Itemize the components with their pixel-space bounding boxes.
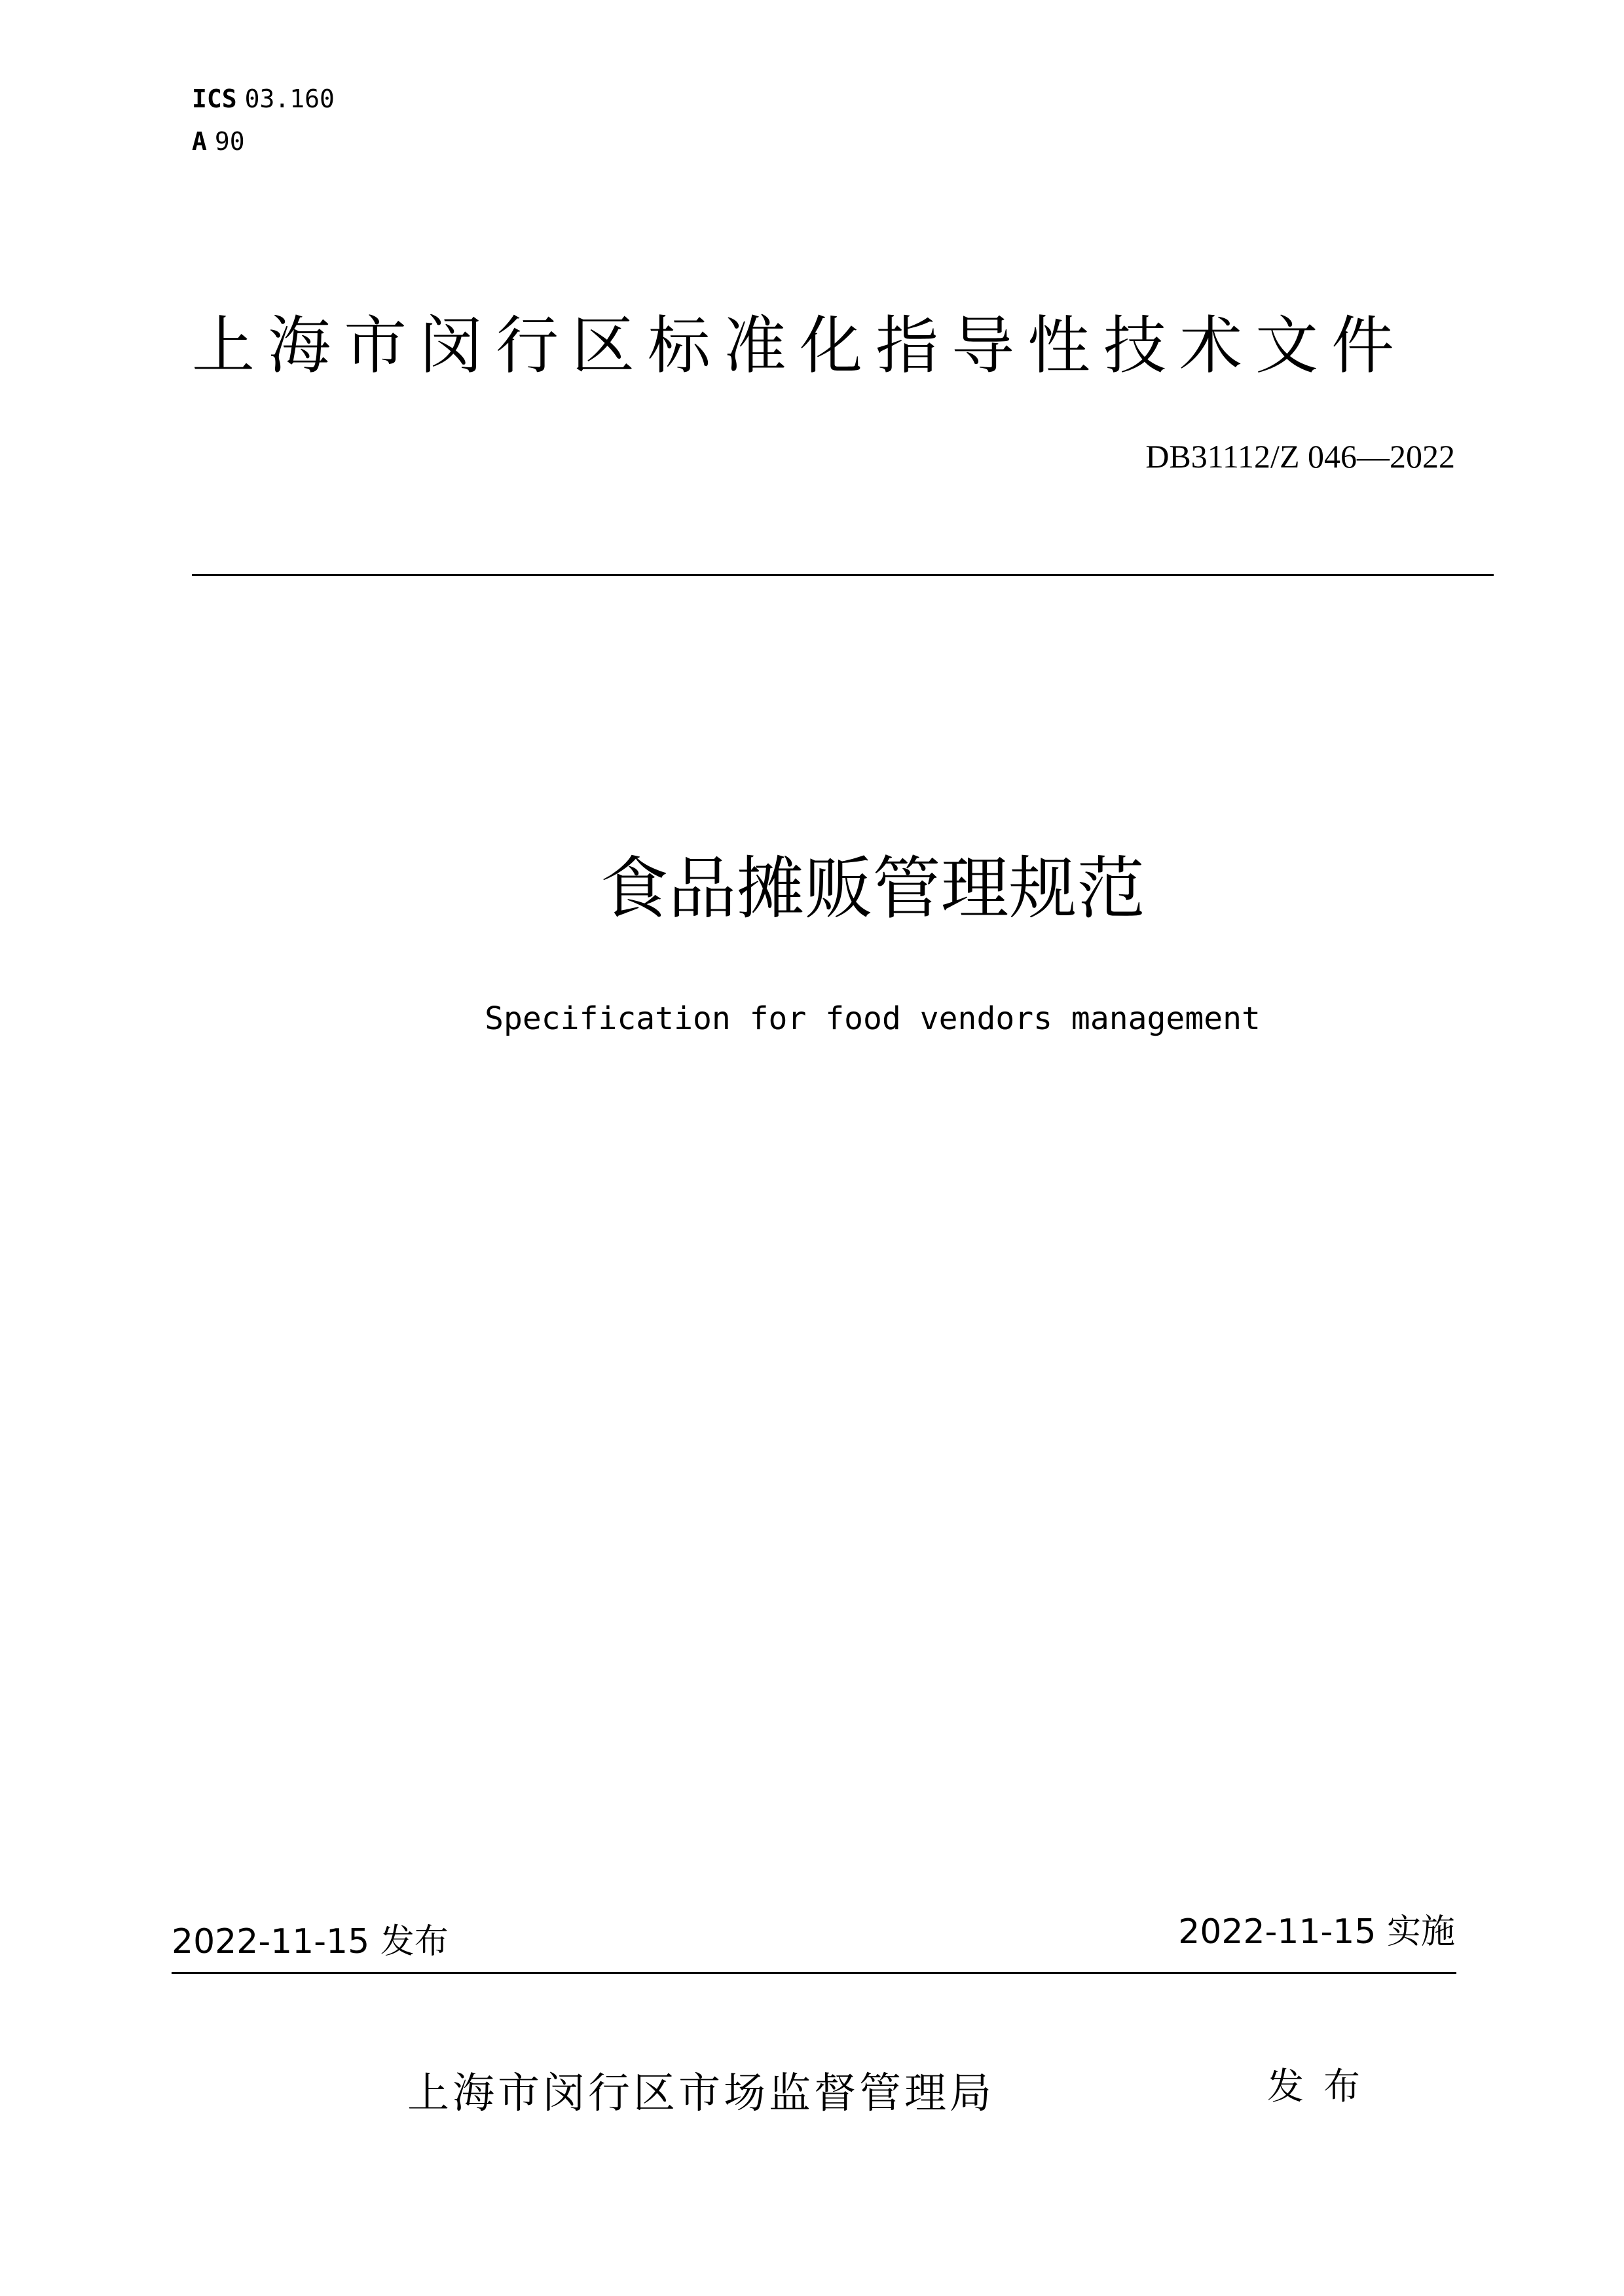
title-en: Specification for food vendors management	[485, 1000, 1261, 1037]
document-subtitle	[0, 1000, 1624, 1037]
implementation-date: 2022-11-15 实施	[1178, 1912, 1455, 1952]
document-title	[0, 848, 1624, 928]
top-divider	[192, 574, 1494, 576]
publish-label: 发布	[1267, 2066, 1380, 2108]
ics-code	[192, 86, 335, 111]
category-value: 90	[214, 127, 245, 156]
ics-label: ICS	[192, 84, 237, 113]
issuing-authority: 上海市闵行区市场监督管理局	[407, 2069, 995, 2118]
issue-date: 2022-11-15 发布	[172, 1922, 449, 1961]
document-number: DB31112/Z 046—2022	[1145, 438, 1455, 475]
bottom-divider	[172, 1972, 1456, 1974]
category-label: A	[192, 127, 207, 156]
category-code	[192, 129, 245, 154]
ics-value: 03.160	[244, 84, 335, 113]
title-cn: 食品摊贩管理规范	[600, 848, 1145, 928]
document-type-heading: 上海市闵行区标准化指导性技术文件	[192, 309, 1407, 382]
